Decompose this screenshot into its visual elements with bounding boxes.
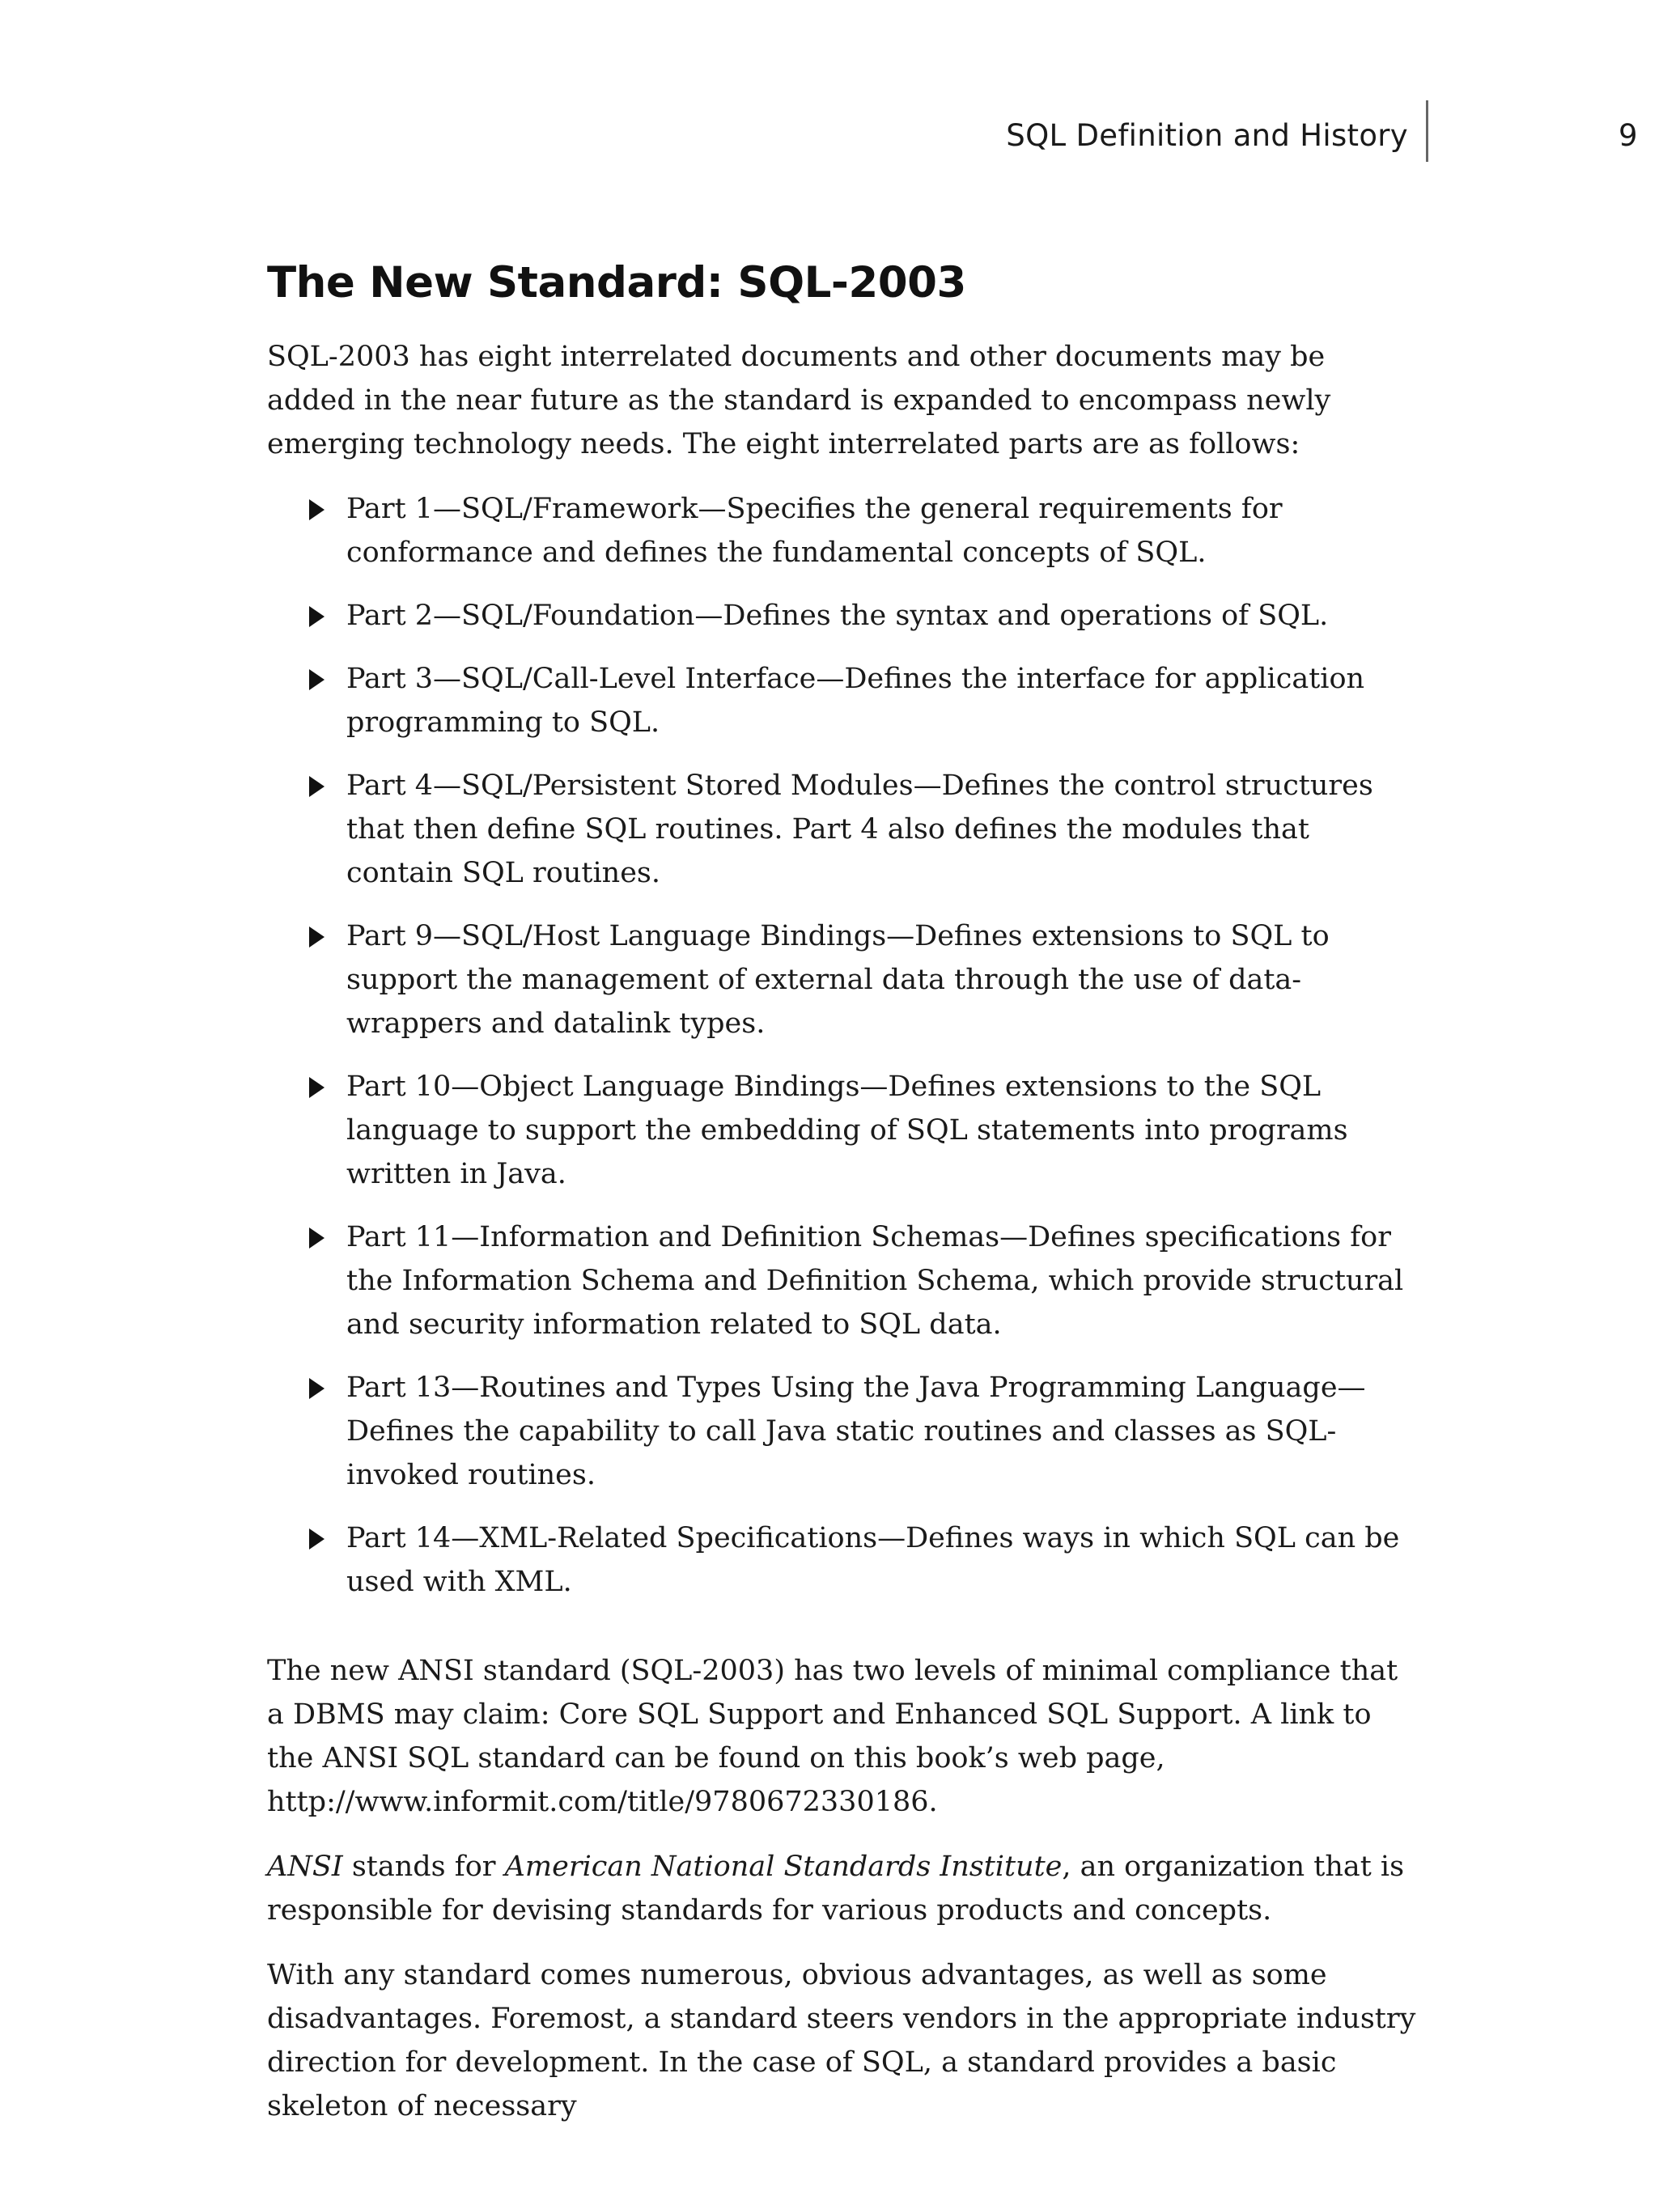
list-item-text: Part 13—Routines and Types Using the Java Programming Language—Defines the capability to call Java static routines and classes as SQL-invoked routines.: [346, 1372, 1366, 1491]
triangle-bullet-icon: [309, 1528, 325, 1550]
list-item: [267, 1366, 1416, 1497]
list-item: [267, 914, 1416, 1045]
ansi-mid-text: stands for: [342, 1851, 505, 1883]
list-item-text: Part 3—SQL/Call-Level Interface—Defines the interface for application programming to SQL.: [346, 663, 1365, 739]
list-item: [267, 764, 1416, 895]
page-number: 9: [1618, 118, 1638, 153]
intro-paragraph: SQL-2003 has eight interrelated documents and other documents may be added in the near future as the standard is expanded to encompass newly emerging technology needs. The eight interrelated parts are as follows:: [267, 341, 1331, 460]
ansi-term: ANSI: [267, 1851, 343, 1883]
list-item-text: Part 14—XML-Related Specifications—Defines ways in which SQL can be used with XML.: [346, 1522, 1400, 1598]
running-head-title: SQL Definition and History: [1006, 118, 1408, 153]
list-item: [267, 1065, 1416, 1196]
list-item-text: Part 2—SQL/Foundation—Defines the syntax and operations of SQL.: [346, 600, 1329, 632]
triangle-bullet-icon: [309, 1077, 325, 1098]
list-item-text: Part 11—Information and Definition Schemas—Defines specifications for the Information Schema and Definition Schema, which provide structural and security information related to SQL data.: [346, 1221, 1404, 1341]
ansi-expansion: American National Standards Institute: [504, 1851, 1063, 1883]
list-item: [267, 1516, 1416, 1604]
parts-list: [267, 487, 1416, 1604]
header-divider: [1426, 100, 1428, 162]
list-item: [267, 487, 1416, 575]
triangle-bullet-icon: [309, 926, 325, 948]
list-item: [267, 1215, 1416, 1346]
list-item-text: Part 9—SQL/Host Language Bindings—Defines extensions to SQL to support the management of external data through the use of data-wrappers and datalink types.: [346, 920, 1330, 1040]
advantages-paragraph: With any standard comes numerous, obvious advantages, as well as some disadvantages. Foremost, a standard steers vendors in the appropriate industry direction for development. In the case of SQL, a standard provides a basic skeleton of necessary: [267, 1959, 1416, 2122]
triangle-bullet-icon: [309, 776, 325, 797]
triangle-bullet-icon: [309, 606, 325, 627]
ansi-rest-text: , an organization that is responsible for devising standards for various products and concepts.: [267, 1851, 1405, 1927]
list-item-text: Part 10—Object Language Bindings—Defines extensions to the SQL language to support the embedding of SQL statements into programs written in Java.: [346, 1071, 1348, 1190]
list-item: [267, 657, 1416, 744]
list-item-text: Part 1—SQL/Framework—Specifies the general requirements for conformance and defines the fundamental concepts of SQL.: [346, 493, 1283, 569]
triangle-bullet-icon: [309, 1227, 325, 1249]
list-item: [267, 594, 1416, 638]
triangle-bullet-icon: [309, 499, 325, 520]
triangle-bullet-icon: [309, 1378, 325, 1399]
section-heading: The New Standard: SQL-2003: [267, 258, 966, 307]
page-body: [267, 257, 1416, 2149]
list-item-text: Part 4—SQL/Persistent Stored Modules—Defines the control structures that then define SQL routines. Part 4 also defines the modules that contain SQL routines.: [346, 770, 1373, 889]
ansi-definition-paragraph: [267, 1845, 1416, 1932]
compliance-paragraph: The new ANSI standard (SQL-2003) has two levels of minimal compliance that a DBMS may claim: Core SQL Support and Enhanced SQL Support. A link to the ANSI SQL standard can be found on this book’s web page, http://www.informit.com/title/9780672330186.: [267, 1655, 1398, 1818]
triangle-bullet-icon: [309, 669, 325, 690]
